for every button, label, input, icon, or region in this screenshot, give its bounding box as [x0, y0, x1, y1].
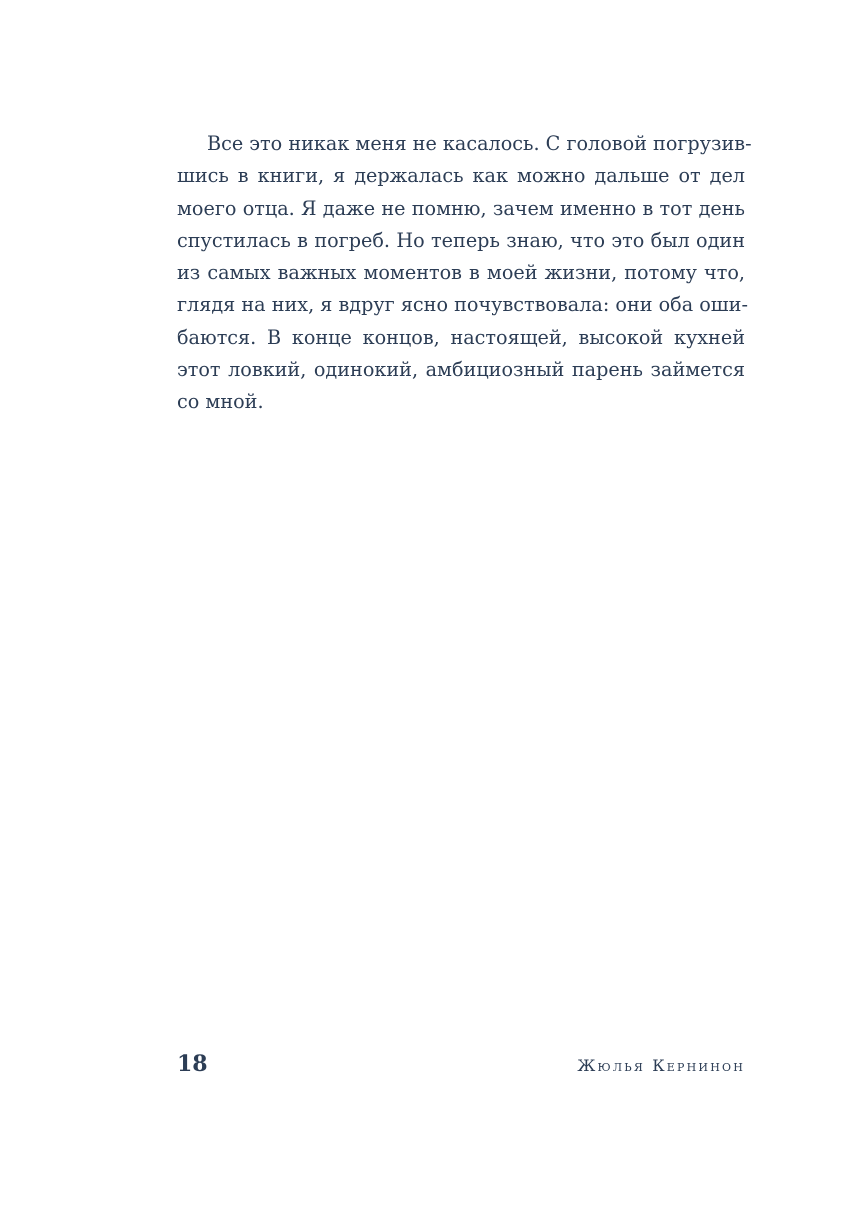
text-line: Все это никак меня не касалось. С головой погрузив- — [207, 132, 752, 155]
text-line: со мной. — [177, 390, 264, 414]
text-line: глядя на них, я вдруг ясно почувствовала: они оба оши- — [177, 293, 748, 317]
running-footer-author: Жюлья Кернинон — [577, 1056, 745, 1075]
body-paragraph — [177, 128, 752, 419]
text-line: моего отца. Я даже не помню, зачем именно в тот день — [177, 196, 745, 220]
text-line: из самых важных моментов в моей жизни, потому что, — [177, 261, 745, 285]
text-line: этот ловкий, одинокий, амбициозный парень займется — [177, 358, 745, 382]
text-line: спустилась в погреб. Но теперь знаю, что это был один — [177, 228, 745, 252]
text-line: шись в книги, я держалась как можно дальше от дел — [177, 164, 745, 188]
text-line: баются. В конце концов, настоящей, высокой кухней — [177, 325, 745, 349]
page-number: 18 — [177, 1051, 208, 1077]
